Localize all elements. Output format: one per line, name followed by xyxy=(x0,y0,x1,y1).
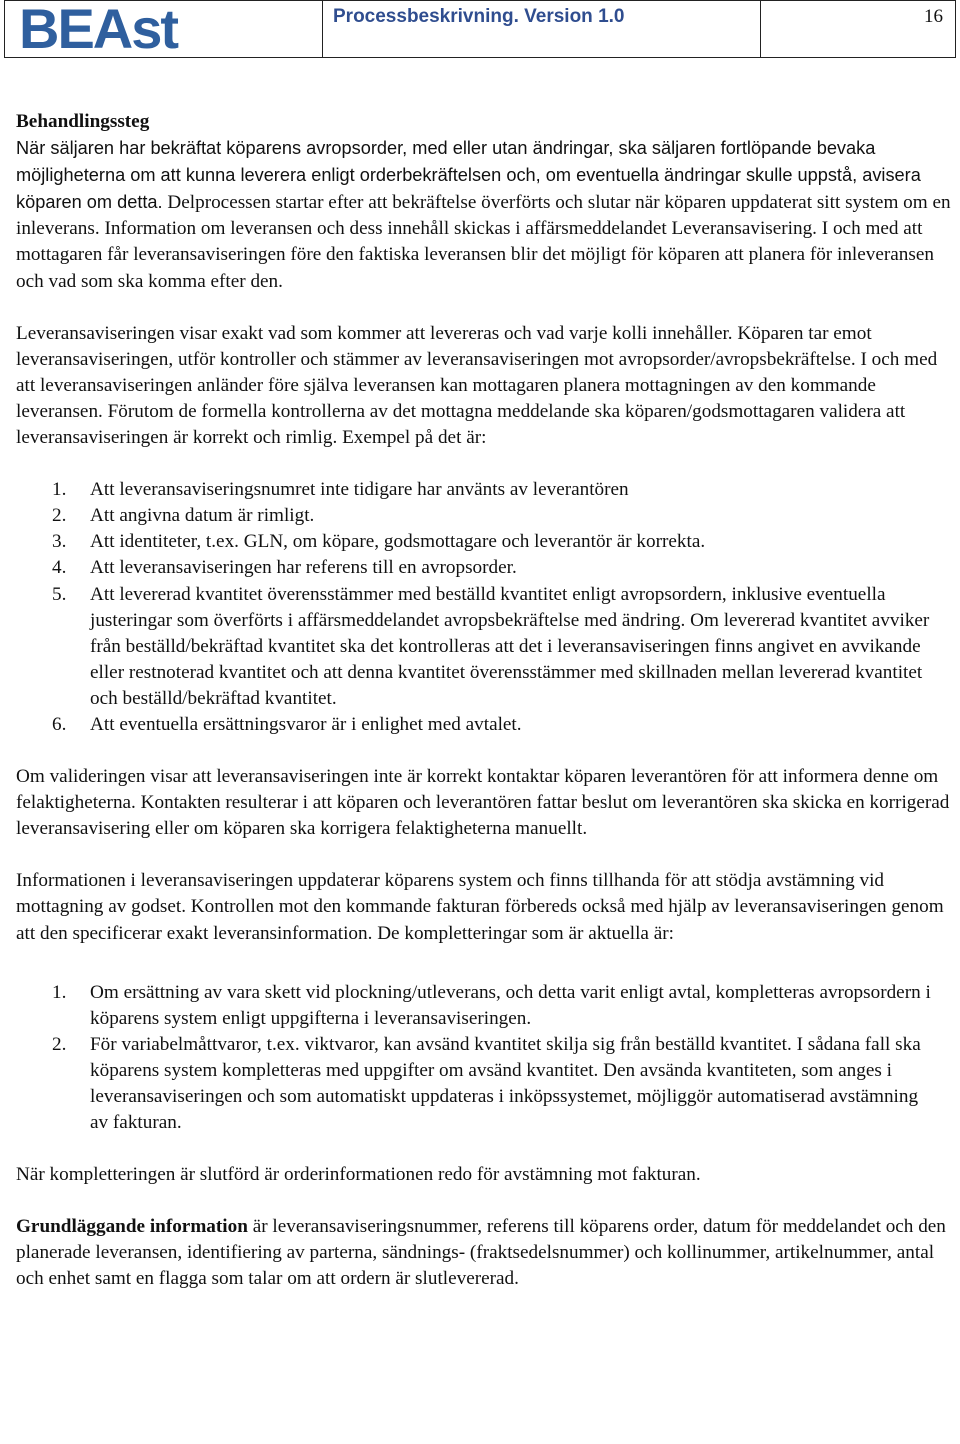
list-item-number: 2. xyxy=(52,1033,67,1055)
paragraph-intro: När säljaren har bekräftat köparens avropsorder, med eller utan ändringar, ska säljaren fortlöpande bevaka möjligheterna om att kunna leverera enligt orderbekräftelsen och, om eventuella ändringar skulle uppstå, avisera köparen om detta. Delprocessen startar efter att bekräftelse överförts och slutar när köparen uppdaterat sitt system om en inleverans. Information om leveransen och dess innehåll skickas i affärsmeddelandet Leveransavisering. I och med att mottagaren får leveransaviseringen före den faktiska leveransen blir det möjligt för köparen att planera för inleveransen och vad som ska komma efter den. xyxy=(16,138,951,292)
paragraph-validation-error: Om valideringen visar att leveransaviseringen inte är korrekt kontaktar köparen leverantören för att informera denne om felaktigheterna. Kontakten resulterar i att köparen och leverantören fattar beslut om leverantören ska skicka en korrigerad leveransavisering eller om köparen ska korrigera felaktigheterna manuellt. xyxy=(16,766,950,840)
list-item xyxy=(16,503,956,529)
page-header xyxy=(4,0,956,58)
list-item-text: Om ersättning av vara skett vid plockning/utleverans, och detta varit enligt avtal, kompletteras avropsordern i köparens system enligt uppgifterna i leveransaviseringen. xyxy=(90,981,931,1029)
list-item xyxy=(16,1032,956,1136)
list-item-number: 5. xyxy=(52,583,67,605)
list-item-number: 6. xyxy=(52,713,67,735)
list-item-number: 3. xyxy=(52,531,67,553)
paragraph-leveransavisering: Leveransaviseringen visar exakt vad som kommer att levereras och vad varje kolli innehåller. Köparen tar emot leveransaviseringen, utför kontroller och stämmer av leveransaviseringen mot avropsorder/avropsbekräftelse. I och med att leveransaviseringen anländer före själva leveransen kan mottagaren planera mottagningen av den kommande leveransen. Förutom de formella kontrollerna av det mottagna meddelande ska köparen/godsmottagaren validera att leveransaviseringen är korrekt och rimlig. Exempel på det är: xyxy=(16,322,938,449)
list-item-text: Att eventuella ersättningsvaror är i enlighet med avtalet. xyxy=(90,713,522,735)
list-item xyxy=(16,712,956,738)
paragraph-information: Informationen i leveransaviseringen uppdaterar köparens system och finns tillhanda för att stödja avstämning vid mottagning av godset. Kontrollen mot den kommande fakturan förbereds också med hjälp av leveransaviseringen genom att den specificerar exakt leveransinformation. De kompletteringar som är aktuella är: xyxy=(16,870,944,944)
list-item-number: 4. xyxy=(52,557,67,579)
list-item xyxy=(16,529,956,555)
beast-logo xyxy=(19,4,189,54)
list-item xyxy=(16,555,956,581)
list-item xyxy=(16,980,956,1032)
list-item xyxy=(16,582,956,712)
list-item-text: Att leveransaviseringen har referens till en avropsorder. xyxy=(90,557,517,579)
paragraph-completion: När kompletteringen är slutförd är orderinformationen redo för avstämning mot fakturan. xyxy=(16,1164,701,1186)
completion-list xyxy=(16,980,956,1137)
list-item-text: Att levererad kvantitet överensstämmer med beställd kvantitet enligt avropsordern, inklusive eventuella justeringar som överförts i affärsmeddelandet avropsbekräftelse med ändring. Om levererad kvantitet avviker från beställd/bekräftad kvantitet ska det kontrolleras att det i leveransaviseringen finns angivet en avvikande eller restnoterad kvantitet och att denna kvantitet överensstämmer med skillnaden mellan levererad kvantitet och beställd/bekräftad kvantitet. xyxy=(90,583,930,709)
list-item xyxy=(16,477,956,503)
list-item-text: Att leveransaviseringsnumret inte tidigare har använts av leverantören xyxy=(90,479,629,501)
validation-list xyxy=(16,477,956,738)
page-number: 16 xyxy=(924,6,943,27)
list-item-text: För variabelmåttvaror, t.ex. viktvaror, kan avsänd kvantitet skilja sig från beställd kvantitet. I sådana fall ska köparens system kompletteras med uppgifter om avsänd kvantitet. Den avsända kvantiteten, som anges i leveransaviseringen och som automatiskt uppdateras i inköpssystemet, möjliggör automatiserad avstämning av fakturan. xyxy=(90,1033,921,1134)
beast-logo-text: BEAst xyxy=(19,4,178,54)
list-item-number: 1. xyxy=(52,479,67,501)
document-title: Processbeskrivning. Version 1.0 xyxy=(323,1,761,57)
section-heading: Behandlingssteg xyxy=(16,111,150,132)
document-body xyxy=(16,109,956,1293)
paragraph-basic-info: Grundläggande information är leveransaviseringsnummer, referens till köparens order, datum för meddelandet och den planerade leveransen, identifiering av parterna, sändnings- (fraktsedelsnummer) och kollinummer, artikelnummer, antal och enhet samt en flagga som talar om att ordern är slutlevererad. xyxy=(16,1216,946,1290)
logo-cell xyxy=(5,1,323,57)
list-item-number: 1. xyxy=(52,981,67,1003)
list-item-number: 2. xyxy=(52,505,67,527)
list-item-text: Att identiteter, t.ex. GLN, om köpare, godsmottagare och leverantör är korrekta. xyxy=(90,531,706,553)
list-item-text: Att angivna datum är rimligt. xyxy=(90,505,315,527)
